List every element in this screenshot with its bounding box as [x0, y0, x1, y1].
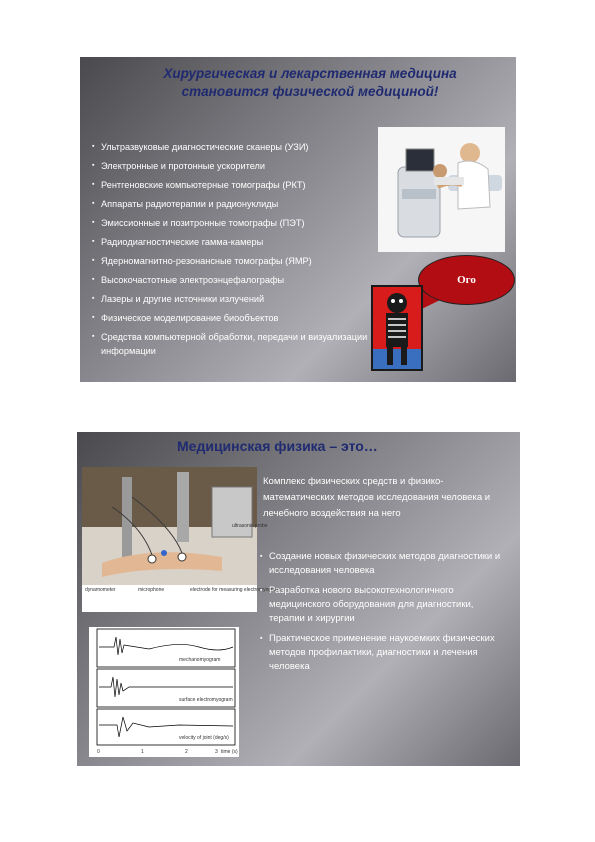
slide-1-bullet-list	[92, 140, 377, 363]
slide-1	[80, 57, 516, 382]
list-item: ▪ Создание новых физических методов диагностики и исследования человека	[260, 550, 510, 578]
velocity-label: velocity of joint (deg/s)	[179, 735, 229, 741]
x-tick-label: 3	[215, 749, 218, 755]
surface-emg-label: surface electromyogram	[179, 697, 233, 703]
list-item: ▪ Эмиссионные и позитронные томографы (ПЭТ)	[92, 216, 377, 230]
cartoon-figure-icon	[373, 287, 421, 369]
list-item: ▪ Средства компьютерной обработки, передачи и визуализации информации	[92, 330, 377, 358]
list-item: ▪ Рентгеновские компьютерные томографы (РКТ)	[92, 178, 377, 192]
list-item: ▪ Разработка нового высокотехнологичного медицинского оборудования для диагностики, терапии и хирургии	[260, 584, 510, 626]
slide-2	[77, 432, 520, 766]
ultrasound-photo	[378, 127, 505, 252]
dynamometer-label: dynamometer	[85, 587, 116, 593]
mechanomyogram-label: mechanomyogram	[179, 657, 221, 663]
list-item: ▪ Лазеры и другие источники излучений	[92, 292, 377, 306]
list-item: ▪ Радиодиагностические гамма-камеры	[92, 235, 377, 249]
slide-1-title-line2: становится физической медициной!	[181, 84, 439, 99]
list-item: ▪ Ультразвуковые диагностические сканеры (УЗИ)	[92, 140, 377, 154]
slide-2-title: Медицинская физика – это…	[177, 438, 378, 454]
list-item: ▪ Высокочастотные электроэнцефалографы	[92, 273, 377, 287]
experiment-illustration	[82, 467, 280, 612]
experiment-photo	[82, 467, 280, 612]
probe-label: ultrasonic probe	[232, 523, 268, 529]
slide-1-title-line1: Хирургическая и лекарственная медицина	[163, 66, 457, 81]
ultrasound-illustration	[378, 127, 505, 252]
signal-graphs	[89, 627, 239, 757]
list-item: ▪ Физическое моделирование биообъектов	[92, 311, 377, 325]
slide-1-title	[120, 65, 500, 101]
list-item: ▪ Практическое применение наукоемких физических методов профилактики, диагностики и лечения человека	[260, 632, 510, 674]
x-tick-label: 2	[185, 749, 188, 755]
slide-2-bullet-list	[260, 550, 510, 680]
x-tick-label: 1	[141, 749, 144, 755]
x-tick-label: 0	[97, 749, 100, 755]
slide-2-intro: Комплекс физических средств и физико-математических методов исследования человека и лечебного воздействия на него	[263, 476, 491, 519]
electrode-label: electrode for measuring electromyogram	[190, 587, 280, 593]
list-item: ▪ Аппараты радиотерапии и радионуклиды	[92, 197, 377, 211]
cartoon-illustration	[371, 285, 423, 371]
signal-graphs-illustration	[89, 627, 239, 757]
microphone-label: microphone	[138, 587, 165, 593]
x-axis-label: time (s)	[221, 749, 238, 755]
list-item: ▪ Электронные и протонные ускорители	[92, 159, 377, 173]
speech-bubble: Ого	[418, 255, 515, 305]
list-item: ▪ Ядерномагнитно-резонансные томографы (ЯМР)	[92, 254, 377, 268]
